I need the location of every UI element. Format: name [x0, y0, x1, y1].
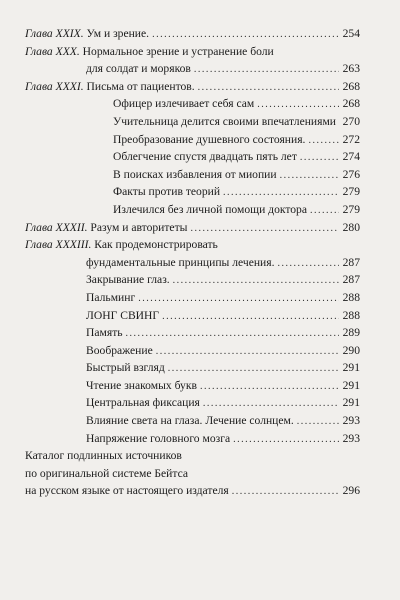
toc-entry: [25, 412, 360, 430]
toc-entry: [25, 271, 360, 289]
chapter-number: Глава XXX.: [25, 44, 80, 58]
page-number: 287: [342, 255, 360, 269]
dot-leader: [168, 360, 339, 378]
table-of-contents: [25, 25, 360, 500]
entry-title: для солдат и моряков: [86, 62, 191, 76]
page-number: 291: [342, 361, 360, 375]
entry-title: Офицер излечивает себя сам: [113, 97, 255, 111]
entry-title: Разум и авторитеты: [90, 220, 188, 234]
page-number: 254: [342, 27, 360, 40]
entry-title: В поисках избавления от миопии: [113, 167, 277, 181]
dot-leader: [300, 149, 339, 167]
toc-entry-label: [86, 324, 123, 342]
dot-leader: [308, 132, 339, 150]
page-number: 268: [342, 97, 360, 111]
toc-entry: [25, 394, 360, 412]
toc-entry-label: [86, 254, 275, 272]
page-number: 263: [342, 62, 360, 76]
entry-title: Облегчение спустя двадцать пять лет: [113, 150, 297, 164]
dot-leader: [203, 395, 339, 413]
toc-entry: [25, 148, 360, 166]
toc-entry-label: [113, 148, 297, 166]
entry-title: Ум и зрение.: [86, 27, 150, 40]
entry-title: Быстрый взгляд: [86, 361, 165, 375]
toc-entry-label: [86, 342, 153, 360]
toc-entry: [25, 113, 360, 131]
entry-title: на русском языке от настоящего издателя: [25, 484, 229, 498]
dot-leader: [162, 308, 339, 326]
entry-title: Пальминг: [86, 290, 136, 304]
toc-entry-label: [25, 482, 229, 500]
entry-title: по оригинальной системе Бейтса: [25, 466, 189, 480]
page-number: 291: [342, 378, 360, 392]
toc-entry-label: [25, 447, 182, 465]
dot-leader: [198, 79, 339, 97]
toc-entry-label: [86, 412, 294, 430]
dot-leader: [156, 343, 339, 361]
entry-title: Письма от пациентов.: [86, 79, 195, 93]
dot-leader: [232, 483, 339, 501]
toc-entry: [25, 482, 360, 500]
toc-entry: [25, 60, 360, 78]
page-number: 280: [342, 220, 360, 234]
dot-leader: [278, 255, 340, 273]
toc-entry-label: [25, 43, 274, 61]
toc-entry-label: [25, 219, 187, 237]
chapter-number: Глава XXIX.: [25, 27, 84, 40]
toc-entry-label: [25, 25, 149, 43]
dot-leader: [126, 325, 339, 343]
page-number: 274: [342, 150, 360, 164]
dot-leader: [152, 26, 339, 44]
toc-entry: [25, 236, 360, 254]
dot-leader: [233, 431, 339, 449]
dot-leader: [297, 413, 339, 431]
entry-title: Закрывание глаз.: [86, 273, 170, 287]
toc-entry-label: [86, 394, 200, 412]
toc-entry: [25, 430, 360, 448]
toc-entry-label: [113, 201, 307, 219]
page-number: 293: [342, 431, 360, 445]
entry-title: Факты против теорий: [113, 185, 221, 199]
entry-title: Каталог подлинных источников: [25, 449, 182, 463]
entry-title: ЛОНГ СВИНГ: [86, 308, 160, 322]
page-number: 291: [342, 396, 360, 410]
dot-leader: [173, 272, 339, 290]
entry-title: Нормальное зрение и устранение боли: [82, 44, 274, 58]
toc-entry-label: [86, 307, 159, 325]
chapter-number: Глава XXXII.: [25, 220, 88, 234]
toc-entry: [25, 219, 360, 237]
toc-entry-label: [86, 377, 197, 395]
toc-entry: [25, 183, 360, 201]
toc-entry-label: [113, 113, 336, 131]
entry-title: Учительница делится своими впечатлениями: [113, 114, 336, 128]
entry-title: Излечился без личной помощи доктора: [113, 202, 308, 216]
entry-title: Чтение знакомых букв: [86, 378, 197, 392]
entry-title: Центральная фиксация: [86, 396, 200, 410]
chapter-number: Глава XXXI.: [25, 79, 84, 93]
dot-leader: [190, 220, 339, 238]
toc-entry-label: [86, 289, 135, 307]
page-number: 276: [342, 167, 360, 181]
dot-leader: [194, 61, 339, 79]
page-number: 268: [342, 79, 360, 93]
page-number: 288: [342, 308, 360, 322]
page-number: 272: [342, 132, 360, 146]
toc-entry-label: [113, 131, 305, 149]
entry-title: Влияние света на глаза. Лечение солнцем.: [86, 414, 294, 428]
page-number: 287: [342, 273, 360, 287]
entry-title: Преобразование душевного состояния.: [113, 132, 306, 146]
toc-entry: [25, 307, 360, 325]
chapter-number: Глава XXXIII.: [25, 238, 92, 252]
toc-entry-label: [25, 236, 218, 254]
toc-entry: [25, 342, 360, 360]
dot-leader: [310, 202, 339, 220]
toc-entry: [25, 324, 360, 342]
page-number: 279: [342, 185, 360, 199]
toc-entry: [25, 377, 360, 395]
dot-leader: [257, 96, 339, 114]
toc-entry: [25, 465, 360, 483]
toc-entry-label: [25, 465, 188, 483]
toc-entry-label: [86, 430, 230, 448]
page-number: 296: [342, 484, 360, 498]
toc-entry: [25, 95, 360, 113]
toc-entry-label: [113, 166, 277, 184]
entry-title: Память: [86, 326, 123, 340]
dot-leader: [223, 184, 339, 202]
toc-entry: [25, 25, 360, 43]
toc-entry: [25, 43, 360, 61]
page-number: 289: [342, 326, 360, 340]
toc-entry-label: [86, 60, 191, 78]
toc-entry: [25, 359, 360, 377]
entry-title: Напряжение головного мозга: [86, 431, 231, 445]
toc-entry-label: [25, 78, 195, 96]
toc-entry-label: [113, 95, 254, 113]
page-number: 290: [342, 343, 360, 357]
toc-entry: [25, 447, 360, 465]
toc-entry: [25, 289, 360, 307]
entry-title: фундаментальные принципы лечения.: [86, 255, 275, 269]
dot-leader: [280, 167, 339, 185]
dot-leader: [138, 290, 339, 308]
entry-title: Как продемонстрировать: [94, 238, 218, 252]
toc-entry-label: [113, 183, 220, 201]
toc-entry: [25, 78, 360, 96]
toc-entry: [25, 131, 360, 149]
page-number: 293: [342, 414, 360, 428]
page-number: 270: [342, 114, 360, 128]
page-number: 288: [342, 290, 360, 304]
toc-entry: [25, 166, 360, 184]
page-number: 279: [342, 202, 360, 216]
toc-entry-label: [86, 359, 165, 377]
entry-title: Воображение: [86, 343, 153, 357]
dot-leader: [200, 378, 339, 396]
toc-entry: [25, 201, 360, 219]
toc-entry: [25, 254, 360, 272]
toc-entry-label: [86, 271, 170, 289]
